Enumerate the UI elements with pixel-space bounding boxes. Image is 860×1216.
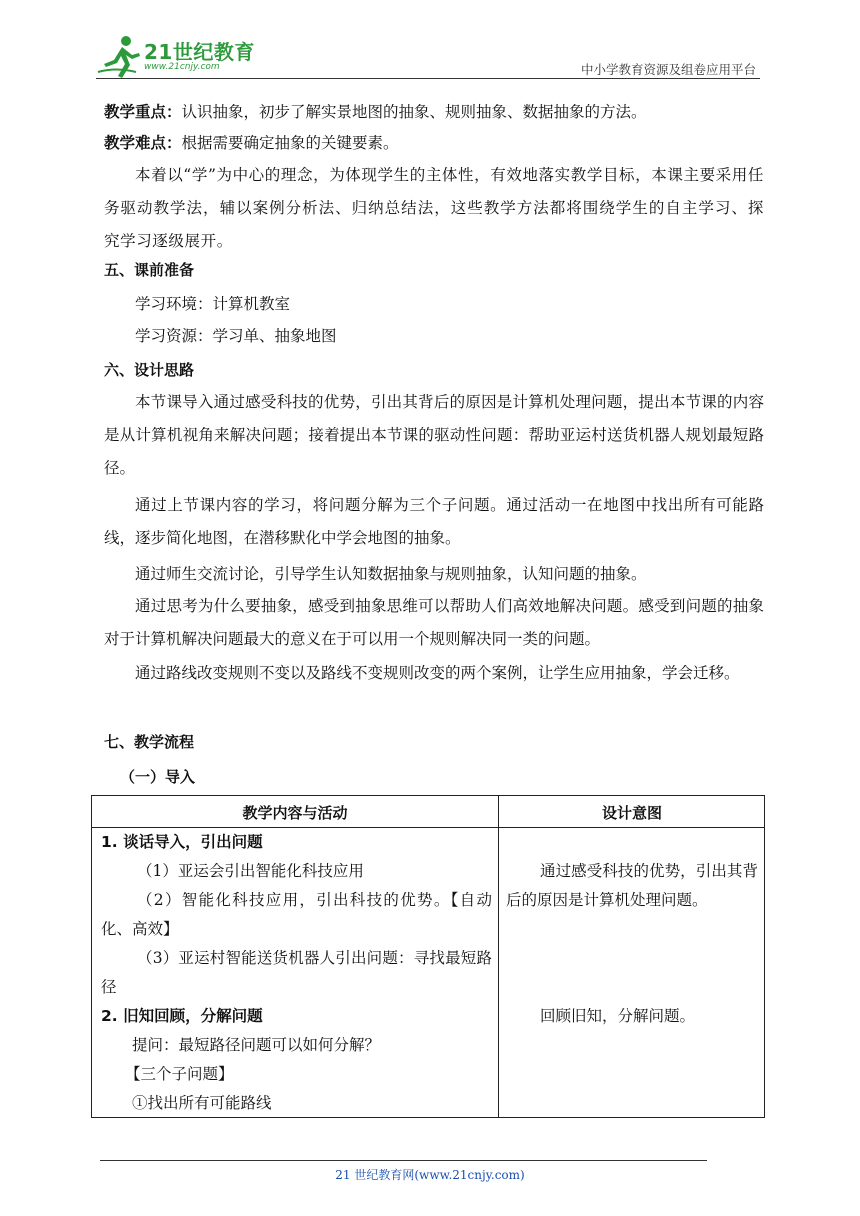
- row-1-item-2: （2）智能化科技应用，引出科技的优势。【自动化、高效】: [101, 891, 492, 938]
- row-1-intent: 通过感受科技的优势，引出其背后的原因是计算机处理问题。: [506, 862, 758, 909]
- design-paragraph-4: 通过思考为什么要抽象，感受到抽象思维可以帮助人们高效地解决问题。感受到问题的抽象对于计算机解决问题最大的意义在于可以用一个规则解决同一类的问题。: [104, 597, 764, 648]
- row-2-title: 2. 旧知回顾，分解问题: [101, 1007, 263, 1025]
- footer-link[interactable]: 21 世纪教育网(www.21cnjy.com): [335, 1168, 525, 1182]
- brand-logo: [96, 34, 266, 80]
- design-paragraph-1: 本节课导入通过感受科技的优势，引出其背后的原因是计算机处理问题，提出本节课的内容是从计算机视角来解决问题；接着提出本节课的驱动性问题：帮助亚运村送货机器人规划最短路径。: [104, 393, 764, 477]
- subsection-1-title: （一）导入: [120, 768, 196, 786]
- footer-divider: [100, 1160, 707, 1161]
- table-column-divider: [498, 796, 499, 1117]
- header-divider: [96, 78, 760, 79]
- row-2-question: 提问：最短路径问题可以如何分解？: [132, 1036, 381, 1054]
- table-header-intent: 设计意图: [601, 804, 662, 822]
- row-1-item-1: （1）亚运会引出智能化科技应用: [137, 862, 364, 880]
- section-5-title: 五、课前准备: [104, 261, 195, 279]
- learning-environment: 学习环境：计算机教室: [135, 295, 291, 313]
- table-header-content: 教学内容与活动: [242, 804, 348, 822]
- section-6-title: 六、设计思路: [104, 361, 195, 379]
- design-paragraph-5: 通过路线改变规则不变以及路线不变规则改变的两个案例，让学生应用抽象，学会迁移。: [135, 664, 740, 682]
- runner-logo-icon: [96, 34, 142, 80]
- key-point-line: [104, 101, 764, 123]
- difficulty-text: 根据需要确定抽象的关键要素。: [181, 134, 399, 152]
- learning-resources: 学习资源：学习单、抽象地图: [135, 327, 337, 345]
- row-2-tag: 【三个子问题】: [125, 1065, 234, 1083]
- row-1-item-3: （3）亚运村智能送货机器人引出问题：寻找最短路径: [101, 949, 492, 996]
- logo-text: 21世纪教育: [144, 40, 255, 64]
- page-header: [0, 0, 860, 90]
- row-2-item-1: ①找出所有可能路线: [132, 1094, 272, 1112]
- key-point-label: 教学重点：: [104, 103, 182, 121]
- difficulty-line: [104, 132, 764, 154]
- design-paragraph-2: 通过上节课内容的学习，将问题分解为三个子问题。通过活动一在地图中找出所有可能路线，逐步简化地图，在潜移默化中学会地图的抽象。: [104, 496, 764, 547]
- method-paragraph: 本着以“学”为中心的理念，为体现学生的主体性，有效地落实教学目标，本课主要采用任务驱动教学法，辅以案例分析法、归纳总结法，这些教学方法都将围绕学生的自主学习、探究学习逐级展开。: [104, 166, 764, 250]
- teaching-flow-table: [91, 795, 765, 1118]
- logo-url: www.21cnjy.com: [144, 62, 220, 72]
- platform-title: 中小学教育资源及组卷应用平台: [580, 62, 756, 77]
- section-7-title: 七、教学流程: [104, 733, 195, 751]
- difficulty-label: 教学难点：: [104, 134, 182, 152]
- key-point-text: 认识抽象，初步了解实景地图的抽象、规则抽象、数据抽象的方法。: [181, 103, 647, 121]
- row-2-intent: 回顾旧知，分解问题。: [540, 1007, 696, 1025]
- row-1-title: 1. 谈话导入，引出问题: [101, 833, 263, 851]
- design-paragraph-3: 通过师生交流讨论，引导学生认知数据抽象与规则抽象，认知问题的抽象。: [135, 565, 647, 583]
